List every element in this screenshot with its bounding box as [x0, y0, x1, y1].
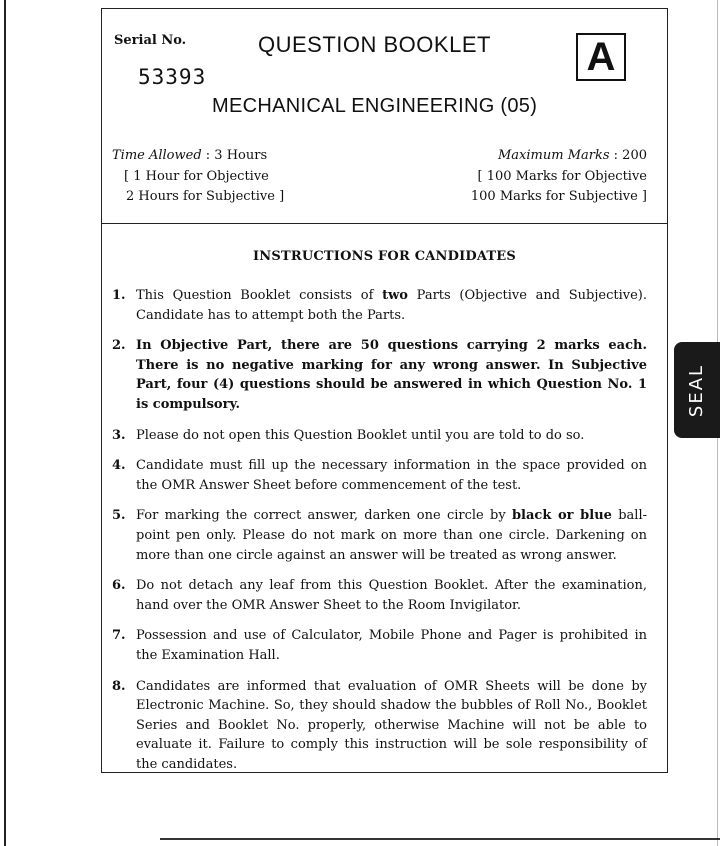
time-objective: [ 1 Hour for Objective — [124, 168, 269, 184]
maximum-marks-label: Maximum Marks — [497, 148, 610, 163]
serial-number: 53393 — [138, 65, 207, 89]
instruction-text — [136, 506, 647, 565]
instruction-text: Possession and use of Calculator, Mobile Phone and Pager is prohibited in the Examination Hall. — [136, 628, 647, 663]
left-margin-rule — [4, 0, 6, 846]
instruction-text: Do not detach any leaf from this Question Booklet. After the examination, hand over the OMR Answer Sheet to the Room Invigilator. — [136, 578, 647, 613]
marks-objective: [ 100 Marks for Objective — [477, 168, 647, 184]
instruction-item — [112, 336, 647, 414]
maximum-marks-value: : 200 — [609, 148, 647, 163]
instruction-item — [112, 576, 647, 615]
instruction-number: 6. — [112, 578, 126, 594]
instruction-text: Please do not open this Question Booklet until you are told to do so. — [136, 427, 585, 443]
maximum-marks-block — [471, 146, 647, 208]
instruction-item — [112, 456, 647, 495]
instruction-number: 4. — [112, 458, 126, 474]
bottom-rule — [160, 838, 720, 840]
seal-tab — [674, 342, 720, 438]
maximum-marks-line — [471, 146, 647, 167]
time-allowed-value: : 3 Hours — [201, 148, 268, 163]
booklet-series-letter: A — [586, 34, 616, 79]
serial-label: Serial No. — [114, 33, 187, 48]
time-allowed-line — [112, 146, 284, 167]
instruction-item — [112, 506, 647, 565]
instruction-number: 5. — [112, 508, 126, 524]
instruction-item — [112, 677, 647, 775]
time-allowed-label: Time Allowed — [112, 148, 202, 163]
instruction-text-part: ball-point pen only. Please do not mark on more than one circle. Darkening on more than one circle against an answer will be treated as wrong answer. — [136, 508, 647, 563]
instruction-number: 3. — [112, 427, 126, 443]
instruction-text — [136, 286, 647, 325]
time-subjective: 2 Hours for Subjective ] — [126, 189, 285, 204]
section-divider — [102, 223, 667, 224]
instruction-text-part: For marking the correct answer, darken one circle by — [136, 508, 512, 524]
instruction-text: In Objective Part, there are 50 questions carrying 2 marks each. There is no negative marking for any wrong answer. In Subjective Part, four (4) questions should be answered in which Question No. 1 is compulsory. — [136, 338, 647, 412]
instruction-text-part: This Question Booklet consists of — [136, 288, 383, 303]
booklet-cover — [101, 8, 668, 773]
instruction-number: 2. — [112, 338, 126, 354]
instruction-text: Candidate must fill up the necessary information in the space provided on the OMR Answer Sheet before commencement of the test. — [136, 458, 647, 493]
time-allowed-block — [112, 146, 284, 208]
instruction-number: 8. — [112, 678, 126, 694]
instruction-text-part: Parts (Objective and Subjective). Candidate has to attempt both the Parts. — [136, 288, 647, 323]
instruction-number: 7. — [112, 628, 126, 644]
booklet-title: QUESTION BOOKLET — [258, 32, 491, 57]
marks-subjective: 100 Marks for Subjective ] — [470, 189, 647, 204]
instruction-item — [112, 426, 647, 446]
instructions-list — [112, 286, 647, 785]
instruction-item — [112, 626, 647, 665]
subject-title: MECHANICAL ENGINEERING (05) — [212, 95, 538, 117]
instruction-number: 1. — [112, 288, 126, 303]
seal-label: SEAL — [686, 363, 708, 417]
instruction-emphasis: black or blue — [511, 508, 612, 524]
instruction-item — [112, 286, 647, 325]
instruction-emphasis: two — [382, 288, 408, 303]
instruction-text: Candidates are informed that evaluation of OMR Sheets will be done by Electronic Machine. So, they should shadow the bubbles of Roll No., Booklet Series and Booklet No. properly, otherwise Machine will not be able to evaluate it. Failure to comply this instruction will be sole responsibility of the candidates. — [136, 678, 647, 772]
booklet-series-box — [576, 33, 626, 81]
instructions-heading: INSTRUCTIONS FOR CANDIDATES — [253, 249, 516, 264]
